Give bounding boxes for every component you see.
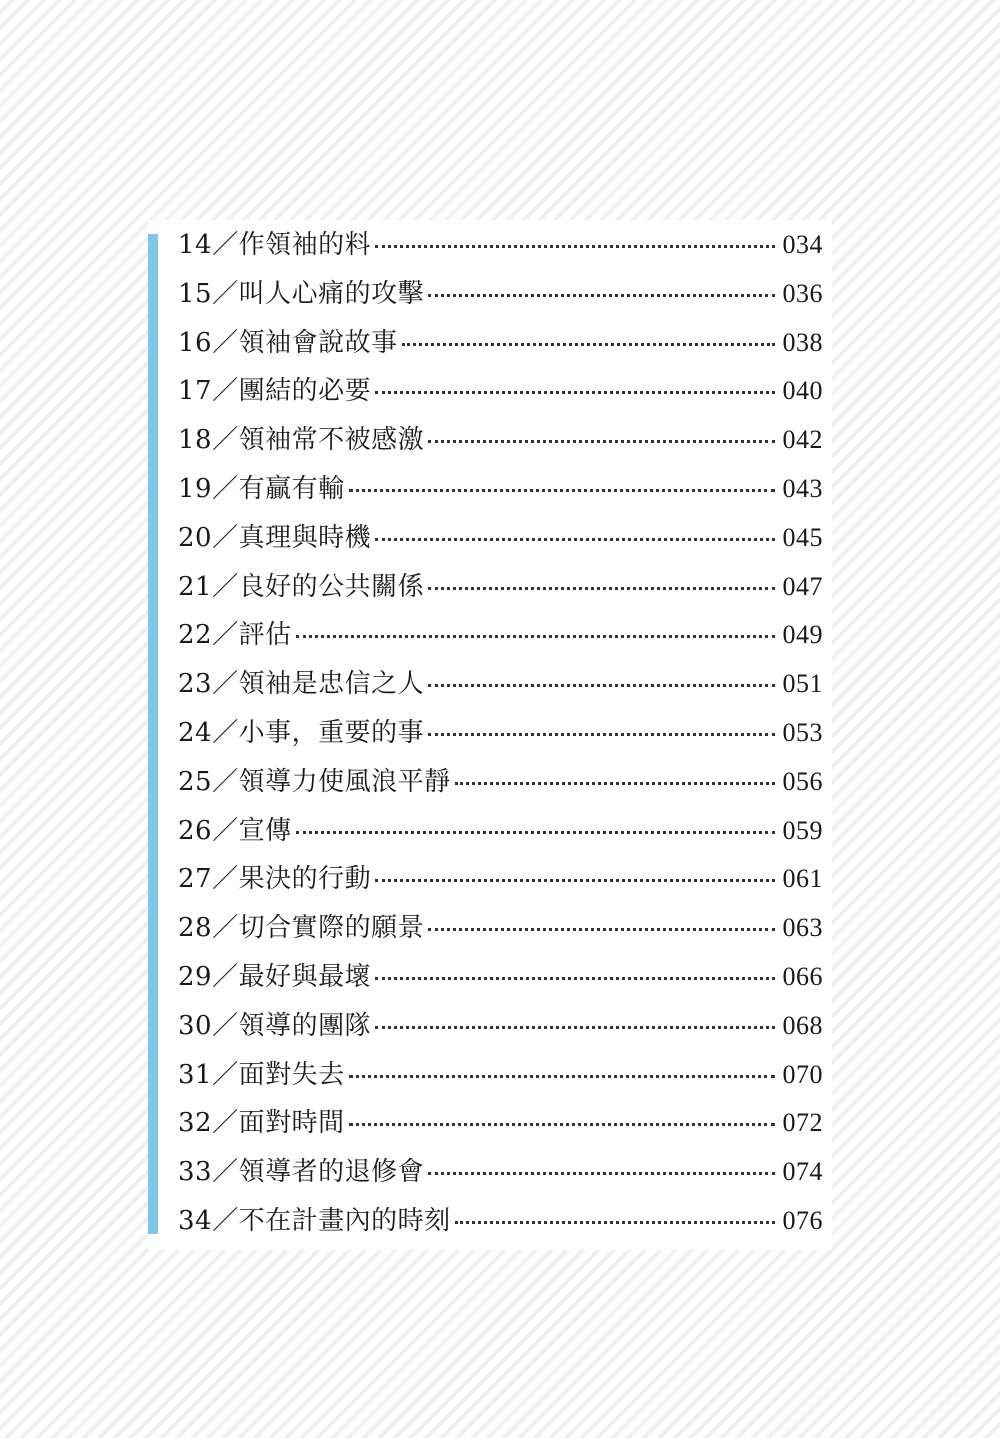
toc-entry-title: 33／領導者的退修會	[178, 1157, 425, 1188]
toc-entry-title: 22／評估	[178, 620, 292, 651]
toc-list	[178, 224, 823, 1249]
toc-entry-title: 26／宣傳	[178, 815, 292, 846]
toc-entry-page: 061	[782, 864, 823, 894]
toc-entry	[178, 858, 823, 907]
toc-entry	[178, 468, 823, 517]
toc-entry-title: 32／面對時間	[178, 1108, 345, 1139]
toc-entry-title: 18／領袖常不被感激	[178, 425, 425, 456]
toc-entry-title: 34／不在計畫內的時刻	[178, 1205, 451, 1236]
toc-entry	[178, 1054, 823, 1103]
toc-entry	[178, 663, 823, 712]
toc-entry-page: 059	[782, 815, 823, 845]
toc-entry-page: 043	[782, 473, 823, 503]
toc-entry-page: 045	[782, 522, 823, 552]
toc-entry-page: 070	[782, 1059, 823, 1089]
toc-entry-title: 15／叫人心痛的攻擊	[178, 278, 425, 309]
dot-leader	[296, 635, 775, 638]
toc-entry	[178, 224, 823, 273]
dot-leader	[428, 928, 774, 931]
toc-entry-page: 051	[782, 669, 823, 699]
toc-entry-page: 038	[782, 327, 823, 357]
toc-entry	[178, 1102, 823, 1151]
dot-leader	[375, 977, 774, 980]
toc-entry	[178, 273, 823, 322]
toc-entry-title: 23／領袖是忠信之人	[178, 669, 425, 700]
toc-entry	[178, 1151, 823, 1200]
toc-panel	[148, 220, 832, 1250]
toc-entry	[178, 1005, 823, 1054]
toc-entry-page: 036	[782, 278, 823, 308]
dot-leader	[349, 1075, 775, 1078]
dot-leader	[402, 343, 775, 346]
toc-entry	[178, 566, 823, 615]
toc-entry	[178, 761, 823, 810]
toc-entry	[178, 419, 823, 468]
toc-entry-title: 14／作領袖的料	[178, 230, 372, 260]
toc-entry-page: 056	[782, 766, 823, 796]
toc-entry-page: 068	[782, 1010, 823, 1040]
toc-entry-page: 063	[782, 913, 823, 943]
dot-leader	[375, 879, 774, 882]
toc-entry-title: 20／真理與時機	[178, 522, 372, 553]
dot-leader	[375, 391, 774, 394]
accent-bar	[148, 234, 158, 1234]
toc-entry-page: 040	[782, 376, 823, 406]
toc-entry	[178, 322, 823, 371]
toc-entry-page: 074	[782, 1157, 823, 1187]
toc-entry-title: 27／果決的行動	[178, 864, 372, 895]
dot-leader	[428, 440, 774, 443]
toc-entry-title: 16／領袖會說故事	[178, 327, 398, 358]
toc-entry-title: 17／團結的必要	[178, 376, 372, 407]
toc-entry-page: 066	[782, 961, 823, 991]
toc-entry-title: 29／最好與最壞	[178, 961, 372, 992]
dot-leader	[375, 538, 774, 541]
dot-leader	[428, 294, 774, 297]
dot-leader	[455, 782, 775, 785]
toc-entry-page: 047	[782, 571, 823, 601]
dot-leader	[349, 1123, 775, 1126]
toc-entry	[178, 370, 823, 419]
dot-leader	[375, 245, 774, 248]
toc-entry-title: 30／領導的團隊	[178, 1010, 372, 1041]
dot-leader	[428, 733, 774, 736]
toc-entry-title: 25／領導力使風浪平靜	[178, 766, 451, 797]
toc-entry-title: 19／有贏有輸	[178, 473, 345, 504]
toc-entry	[178, 517, 823, 566]
toc-entry	[178, 712, 823, 761]
dot-leader	[349, 489, 775, 492]
toc-entry	[178, 956, 823, 1005]
toc-entry-page: 042	[782, 425, 823, 455]
dot-leader	[375, 1026, 774, 1029]
toc-entry-title: 28／切合實際的願景	[178, 913, 425, 944]
toc-entry	[178, 810, 823, 859]
toc-entry	[178, 614, 823, 663]
dot-leader	[296, 831, 775, 834]
toc-entry	[178, 1200, 823, 1249]
toc-entry-page: 049	[782, 620, 823, 650]
toc-entry-page: 034	[782, 230, 823, 259]
toc-entry-title: 24／小事，重要的事	[178, 717, 425, 748]
toc-entry-title: 31／面對失去	[178, 1059, 345, 1090]
toc-entry-page: 076	[782, 1205, 823, 1235]
dot-leader	[455, 1221, 775, 1224]
toc-entry-title: 21／良好的公共關係	[178, 571, 425, 602]
toc-entry-page: 072	[782, 1108, 823, 1138]
dot-leader	[428, 684, 774, 687]
toc-entry	[178, 907, 823, 956]
dot-leader	[428, 1172, 774, 1175]
dot-leader	[428, 587, 774, 590]
toc-entry-page: 053	[782, 717, 823, 747]
